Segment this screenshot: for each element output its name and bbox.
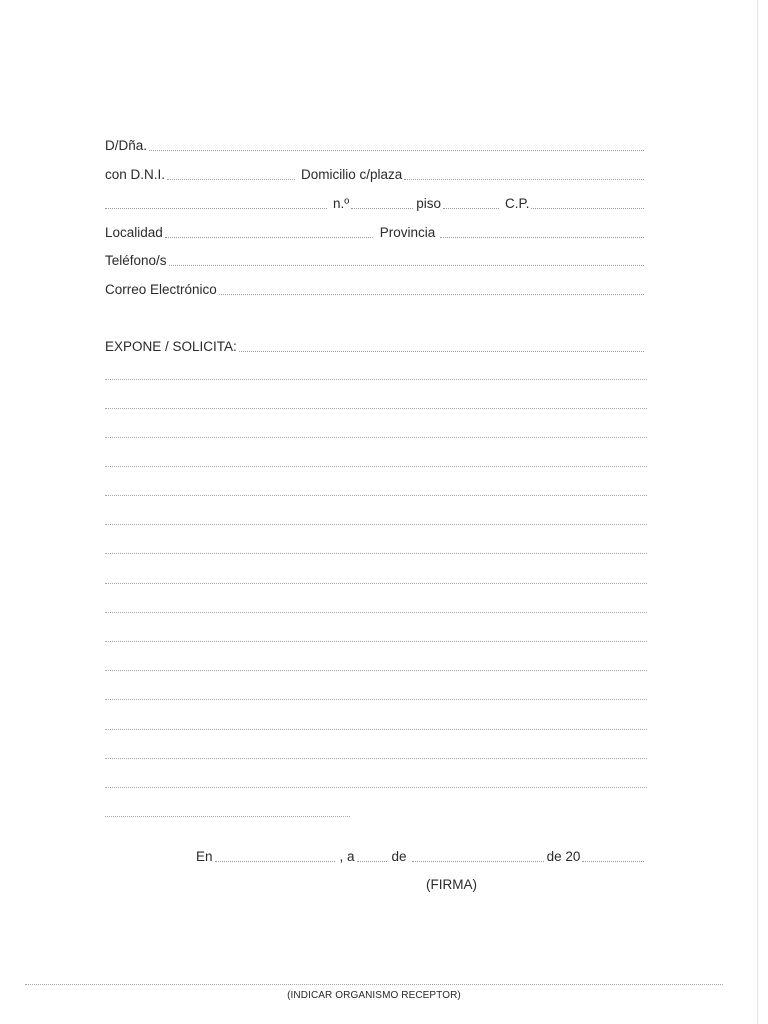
expone-line[interactable] [105, 466, 647, 467]
day-field[interactable] [357, 861, 387, 862]
de-label: de [391, 849, 407, 864]
city-field[interactable] [215, 861, 335, 862]
expone-line-last[interactable] [105, 816, 350, 817]
provincia-label: Provincia [379, 225, 436, 240]
organismo-line[interactable] [25, 984, 723, 985]
firma-label: (FIRMA) [426, 877, 477, 892]
expone-line[interactable] [105, 612, 647, 613]
expone-line[interactable] [105, 408, 647, 409]
dni-field[interactable] [167, 179, 295, 180]
organismo-label: (INDICAR ORGANISMO RECEPTOR) [287, 990, 461, 1001]
a-label: , a [339, 849, 355, 864]
address-detail-row [105, 196, 647, 212]
telefono-label: Teléfono/s [105, 253, 167, 268]
localidad-provincia-row [105, 225, 647, 241]
piso-label: piso [416, 196, 441, 211]
correo-label: Correo Electrónico [105, 282, 217, 297]
en-label: En [196, 849, 213, 864]
expone-line[interactable] [105, 641, 647, 642]
year-field[interactable] [582, 861, 644, 862]
numero-label: n.º [333, 196, 350, 211]
expone-row [105, 339, 647, 355]
telefono-row [105, 253, 647, 269]
expone-field[interactable] [239, 351, 644, 352]
expone-line[interactable] [105, 553, 647, 554]
expone-line[interactable] [105, 495, 647, 496]
localidad-field[interactable] [165, 237, 373, 238]
expone-line[interactable] [105, 583, 647, 584]
page-edge [757, 0, 758, 1024]
correo-field[interactable] [219, 294, 644, 295]
dni-domicilio-row [105, 167, 647, 183]
cp-label: C.P. [504, 196, 530, 211]
domicilio-field[interactable] [404, 179, 644, 180]
expone-line[interactable] [105, 379, 647, 380]
name-field[interactable] [149, 150, 644, 151]
address-continued-field[interactable] [105, 208, 327, 209]
expone-line[interactable] [105, 787, 647, 788]
expone-line[interactable] [105, 670, 647, 671]
name-row [105, 138, 647, 154]
domicilio-label: Domicilio c/plaza [301, 167, 403, 182]
de20-label: de 20 [546, 849, 581, 864]
date-row [196, 849, 647, 865]
expone-label: EXPONE / SOLICITA: [105, 339, 237, 354]
expone-line[interactable] [105, 758, 647, 759]
telefono-field[interactable] [169, 265, 644, 266]
correo-row [105, 282, 647, 298]
expone-line[interactable] [105, 699, 647, 700]
expone-line[interactable] [105, 729, 647, 730]
numero-field[interactable] [351, 208, 413, 209]
name-label: D/Dña. [105, 138, 148, 153]
expone-line[interactable] [105, 437, 647, 438]
localidad-label: Localidad [105, 225, 163, 240]
dni-label: con D.N.I. [105, 167, 166, 182]
month-field[interactable] [412, 861, 544, 862]
provincia-field[interactable] [440, 237, 644, 238]
expone-line[interactable] [105, 524, 647, 525]
cp-field[interactable] [531, 208, 644, 209]
piso-field[interactable] [443, 208, 499, 209]
